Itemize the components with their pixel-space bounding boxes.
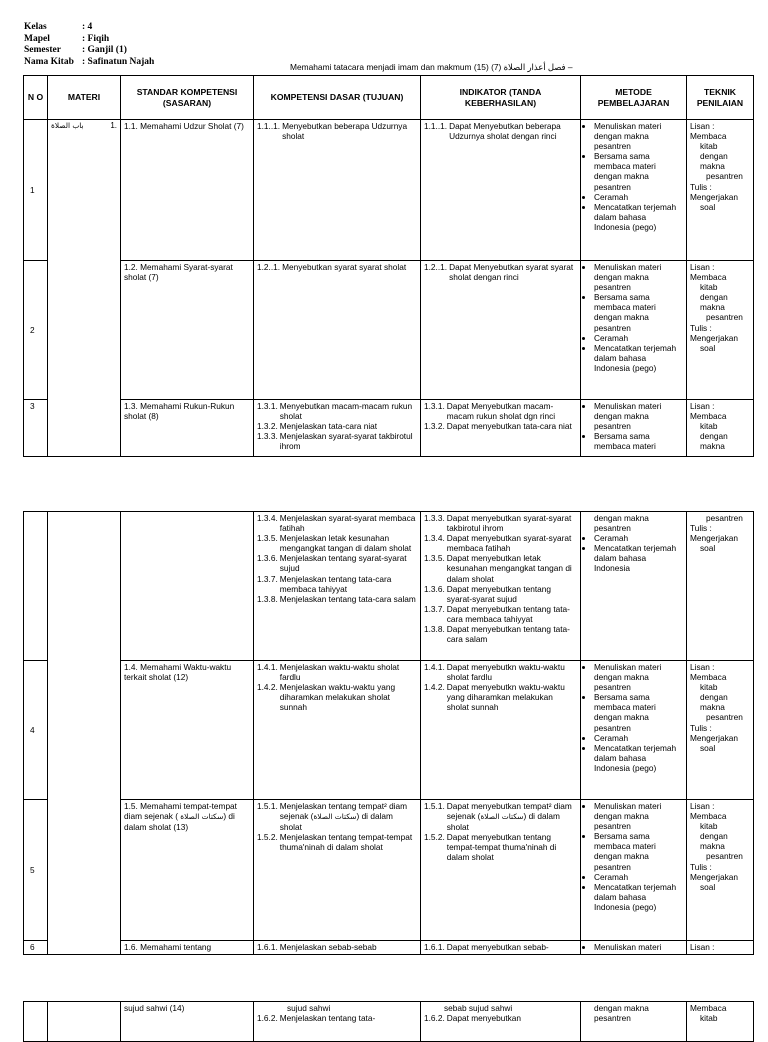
materi-cell: [48, 512, 121, 955]
list-item: 1.4.1. Dapat menyebutkn waktu-waktu sholat fardlu: [424, 662, 565, 683]
row-number: [24, 512, 48, 661]
metode-cell: [581, 261, 687, 400]
column-header-kompetensi-dasar: KOMPETENSI DASAR (TUJUAN): [254, 76, 421, 120]
list-item: • Bersama sama membaca materi dengan makna pesantren: [594, 692, 683, 732]
list-item: • Mencatatkan terjemah dalam bahasa Indonesia: [594, 543, 683, 573]
teknik-cell: Membaca kitab: [687, 1002, 754, 1042]
teknik-cell: Lisan : Membaca kitab dengan makna pesantren Tulis : Mengerjakan soal: [687, 120, 754, 261]
kompetensi-dasar-cell: [254, 941, 421, 955]
list-item: 1.3.8. Dapat menyebutkan tentang tata-cara salam: [424, 624, 570, 645]
header-field-semester: Semester : Ganjil (1): [24, 45, 127, 56]
indikator-cell: [421, 800, 581, 941]
metode-cell: [581, 400, 687, 457]
list-item: 1.6.1. Menjelaskan sebab-sebab: [257, 942, 377, 952]
list-item: 1.2..1. Dapat Menyebutkan syarat syarat sholat dengan rinci: [424, 262, 574, 283]
list-item: 1.3.7. Dapat menyebutkan tentang tata-cara membaca tahiyyat: [424, 603, 570, 624]
topic-title: Memahami tatacara menjadi imam dan makmum (15) (7) فصل أعذار الصلاة –: [290, 62, 573, 72]
row-number: 5: [24, 800, 48, 941]
column-header-standar-kompetensi: STANDAR KOMPETENSI (SASARAN): [121, 76, 254, 120]
table-row: [24, 941, 754, 955]
indikator-cell: [421, 512, 581, 661]
list-item: • Bersama sama membaca materi: [594, 431, 683, 451]
standar-kompetensi-cell: 1.3. Memahami Rukun-Rukun sholat (8): [121, 400, 254, 457]
kompetensi-dasar-cell: sujud sahwi 1.6.2. Menjelaskan tentang tata-: [254, 1002, 421, 1042]
syllabus-table-page-1: [23, 75, 754, 457]
list-item: 1.4.1. Menjelaskan waktu-waktu sholat fardlu: [257, 662, 400, 683]
materi-cell: [48, 120, 121, 457]
table-row: [24, 512, 754, 661]
table-header-row: [24, 76, 754, 120]
list-item: • Ceramah: [594, 333, 683, 343]
list-item: 1.5.1. Dapat menyebutkan tempat² diam sejenak (سكتات الصلاة) di dalam sholat: [424, 801, 572, 833]
list-item: 1.1..1. Dapat Menyebutkan beberapa Udzurnya sholat dengan rinci: [424, 121, 561, 142]
metode-cell: dengan makna pesantren: [581, 1002, 687, 1042]
list-item: 1.3.3. Dapat menyebutkan syarat-syarat takbirotul ihrom: [424, 513, 572, 534]
list-item: 1.3.6. Menjelaskan tentang syarat-syarat sujud: [257, 553, 407, 574]
materi-item: باب الصلاة 1.: [51, 121, 117, 130]
kompetensi-dasar-cell: [254, 120, 421, 261]
metode-continuation: dengan makna pesantren: [594, 513, 649, 534]
table-row: [24, 120, 754, 261]
metode-cell: [581, 512, 687, 661]
column-header-no: N O: [24, 76, 48, 120]
indikator-cell: sebab sujud sahwi 1.6.2. Dapat menyebutkan: [421, 1002, 581, 1042]
list-item: 1.6.1. Dapat menyebutkan sebab-: [424, 942, 549, 952]
metode-cell: [581, 661, 687, 800]
header-field-mapel: Mapel : Fiqih: [24, 33, 110, 44]
table-row: [24, 1002, 754, 1042]
list-item: • Menuliskan materi dengan makna pesantren: [594, 262, 683, 292]
list-item: 1.3.4. Menjelaskan syarat-syarat membaca fatihah: [257, 513, 416, 534]
standar-kompetensi-cell: 1.4. Memahami Waktu-waktu terkait sholat (12): [121, 661, 254, 800]
list-item: • Mencatatkan terjemah dalam bahasa Indonesia (pego): [594, 743, 683, 773]
standar-kompetensi-cell: 1.2. Memahami Syarat-syarat sholat (7): [121, 261, 254, 400]
row-number: 6: [24, 941, 48, 955]
standar-kompetensi-cell: [121, 512, 254, 661]
list-item: 1.3.8. Menjelaskan tentang tata-cara salam: [257, 593, 416, 604]
list-item: • Menuliskan materi dengan makna pesantren: [594, 801, 683, 831]
standar-kompetensi-cell: 1.5. Memahami tempat-tempat diam sejenak ( سكتات الصلاة) di dalam sholat (13): [121, 800, 254, 941]
list-item: 1.3.2. Dapat menyebutkan tata-cara niat: [424, 421, 572, 432]
list-item: 1.3.4. Dapat menyebutkan syarat-syarat membaca fatihah: [424, 533, 572, 554]
metode-cell: [581, 800, 687, 941]
list-item: • Bersama sama membaca materi dengan makna pesantren: [594, 151, 683, 191]
teknik-cell: Lisan :: [687, 941, 754, 955]
table-row: [24, 800, 754, 941]
metode-cell: [581, 941, 687, 955]
table-row: [24, 400, 754, 457]
list-item: 1.6.2. Menjelaskan tentang tata-: [257, 1013, 376, 1024]
list-item: 1.3.5. Menjelaskan letak kesunahan mengangkat tangan di dalam sholat: [257, 533, 412, 554]
list-item: 1.3.5. Dapat menyebutkan letak kesunahan mengangkat tangan di dalam sholat: [424, 553, 572, 584]
row-number: 4: [24, 661, 48, 800]
list-item: • Bersama sama membaca materi dengan makna pesantren: [594, 292, 683, 332]
list-item: • Bersama sama membaca materi dengan makna pesantren: [594, 831, 683, 871]
list-item: • Mencatatkan terjemah dalam bahasa Indonesia (pego): [594, 882, 683, 912]
list-item: • Ceramah: [594, 872, 683, 882]
list-item: • Mencatatkan terjemah dalam bahasa Indonesia (pego): [594, 202, 683, 232]
column-header-teknik: TEKNIK PENILAIAN: [687, 76, 754, 120]
teknik-cell: Lisan : Membaca kitab dengan makna pesantren Tulis : Mengerjakan soal: [687, 261, 754, 400]
list-item: 1.5.2. Menjelaskan tentang tempat-tempat thuma'ninah di dalam sholat: [257, 832, 413, 853]
document-header: [24, 22, 154, 68]
teknik-cell: Lisan : Membaca kitab dengan makna: [687, 400, 754, 457]
list-item: • Mencatatkan terjemah dalam bahasa Indonesia (pego): [594, 343, 683, 373]
list-item: 1.3.6. Dapat menyebutkan tentang syarat-syarat sujud: [424, 583, 552, 604]
row-number: 3: [24, 400, 48, 457]
syllabus-table-page-3: [23, 1001, 754, 1042]
list-item: 1.3.1. Menyebutkan macam-macam rukun sholat: [257, 401, 413, 422]
kompetensi-dasar-cell: [254, 512, 421, 661]
list-item: 1.3.7. Menjelaskan tentang tata-cara membaca tahiyyat: [257, 573, 392, 594]
header-field-kelas: Kelas : 4: [24, 22, 93, 32]
table-row: [24, 261, 754, 400]
list-item: 1.4.2. Menjelaskan waktu-waktu yang diharamkan melakukan sholat sunnah: [257, 682, 396, 713]
kompetensi-dasar-cell: [254, 800, 421, 941]
list-item: • Ceramah: [594, 733, 683, 743]
teknik-cell: Lisan : Membaca kitab dengan makna pesantren Tulis : Mengerjakan soal: [687, 661, 754, 800]
standar-kompetensi-cell: 1.6. Memahami tentang: [121, 941, 254, 955]
kompetensi-dasar-cell: [254, 261, 421, 400]
teknik-cell: Lisan : Membaca kitab dengan makna pesantren Tulis : Mengerjakan soal: [687, 800, 754, 941]
list-item: 1.5.2. Dapat menyebutkan tentang tempat-tempat thuma'ninah di dalam sholat: [424, 832, 557, 863]
metode-cell: [581, 120, 687, 261]
column-header-indikator: INDIKATOR (TANDA KEBERHASILAN): [421, 76, 581, 120]
kompetensi-dasar-cell: [254, 400, 421, 457]
indikator-cell: [421, 941, 581, 955]
list-item: 1.4.2. Dapat menyebutkn waktu-waktu yang diharamkan melakukan sholat sunnah: [424, 682, 565, 713]
kompetensi-dasar-cell: [254, 661, 421, 800]
indikator-cell: [421, 661, 581, 800]
list-item: 1.1..1. Menyebutkan beberapa Udzurnya sholat: [257, 121, 408, 142]
list-item: • Menuliskan materi: [594, 942, 683, 952]
standar-kompetensi-cell: 1.1. Memahami Udzur Sholat (7): [121, 120, 254, 261]
header-field-nama-kitab: Nama Kitab : Safinatun Najah: [24, 56, 155, 67]
table-row: [24, 661, 754, 800]
row-number: [24, 1002, 48, 1042]
list-item: • Menuliskan materi dengan makna pesantren: [594, 662, 683, 692]
list-item: • Ceramah: [594, 192, 683, 202]
column-header-metode: METODE PEMBELAJARAN: [581, 76, 687, 120]
indikator-cell: [421, 120, 581, 261]
syllabus-table-page-2: [23, 511, 754, 955]
list-item: 1.6.2. Dapat menyebutkan: [424, 1013, 522, 1024]
list-item: 1.2..1. Menyebutkan syarat syarat sholat: [257, 262, 407, 272]
indikator-cell: [421, 400, 581, 457]
indikator-cell: [421, 261, 581, 400]
materi-cell: [48, 1002, 121, 1042]
list-item: • Ceramah: [594, 533, 683, 543]
list-item: 1.3.2. Menjelaskan tata-cara niat: [257, 421, 378, 432]
list-item: 1.3.3. Menjelaskan syarat-syarat takbirotul ihrom: [257, 431, 413, 452]
list-item: 1.3.1. Dapat Menyebutkan macam-macam rukun sholat dgn rinci: [424, 401, 556, 422]
list-item: • Menuliskan materi dengan makna pesantren: [594, 121, 683, 151]
column-header-materi: MATERI: [48, 76, 121, 120]
teknik-cell: pesantren Tulis : Mengerjakan soal: [687, 512, 754, 661]
list-item: • Menuliskan materi dengan makna pesantren: [594, 401, 683, 431]
row-number: 1: [24, 120, 48, 261]
standar-kompetensi-cell: sujud sahwi (14): [121, 1002, 254, 1042]
row-number: 2: [24, 261, 48, 400]
list-item: 1.5.1. Menjelaskan tentang tempat² diam sejenak (سكتات الصلاة) di dalam sholat: [257, 801, 408, 833]
